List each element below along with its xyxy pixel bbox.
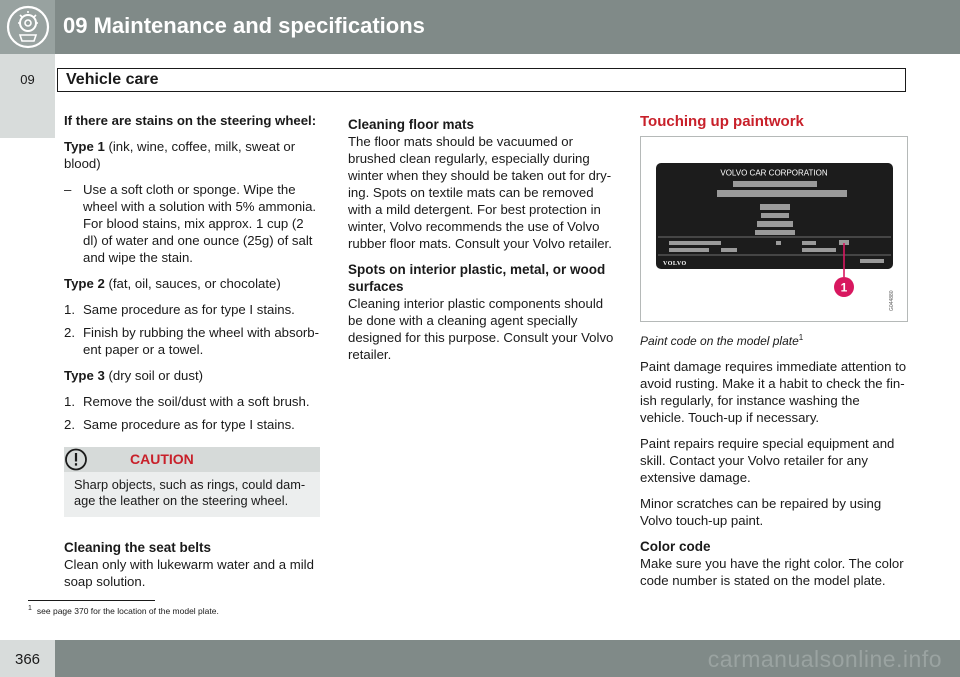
type1-list bbox=[64, 181, 320, 266]
list-item bbox=[64, 324, 320, 358]
plastic-text: Cleaning interior plastic components should be done with a cleaning agent specially designed for this purpose. Consult your Volvo retailer. bbox=[348, 296, 614, 362]
callout-number: 1 bbox=[840, 280, 848, 295]
type3-label: Type 3 bbox=[64, 368, 105, 383]
type3-list bbox=[64, 393, 320, 433]
footnote-divider bbox=[28, 600, 155, 601]
type2-line bbox=[64, 275, 320, 292]
paint-repair-text: Paint repairs require special equipment and skill. Contact your Volvo retailer for any extensive damage. bbox=[640, 436, 895, 485]
step-text: Finish by rubbing the wheel with absorb-ent paper or a towel. bbox=[83, 325, 320, 357]
step-text: Same procedure as for type I stains. bbox=[83, 302, 295, 317]
list-item bbox=[64, 416, 320, 433]
caption-footnote-ref: 1 bbox=[798, 333, 804, 342]
type1-label: Type 1 bbox=[64, 139, 105, 154]
paintwork-heading: Touching up paintwork bbox=[640, 113, 804, 130]
footnote bbox=[28, 605, 219, 616]
color-code-heading: Color code bbox=[640, 539, 711, 554]
column-floor-mats bbox=[348, 112, 614, 372]
type2-desc: (fat, oil, sauces, or chocolate) bbox=[104, 276, 281, 291]
watermark: carmanualsonline.info bbox=[707, 646, 942, 672]
color-code-text: Make sure you have the right color. The color code number is stated on the model plate. bbox=[640, 556, 904, 588]
type3-line bbox=[64, 367, 320, 384]
scratches-text: Minor scratches can be repaired by using Volvo touch-up paint. bbox=[640, 496, 882, 528]
chapter-icon-box bbox=[0, 0, 55, 54]
seatbelt-text: Clean only with lukewarm water and a mild soap solution. bbox=[64, 557, 314, 589]
maintenance-gear-icon bbox=[6, 5, 50, 49]
type1-instruction: Use a soft cloth or sponge. Wipe the wheel with a solution with 5% ammonia. For blood stains, mix approx. 1 cup (2 dl) of water and one ounce (25g) of salt and wipe the stain. bbox=[83, 182, 317, 265]
plate-title: VOLVO CAR CORPORATION bbox=[720, 168, 828, 178]
figure-caption bbox=[640, 329, 908, 350]
type2-label: Type 2 bbox=[64, 276, 105, 291]
section-title-box bbox=[57, 68, 906, 92]
plate-brand: VOLVO bbox=[663, 261, 687, 267]
footnote-marker: 1 bbox=[28, 605, 32, 612]
step-number: 1. bbox=[64, 394, 75, 409]
type2-list bbox=[64, 301, 320, 358]
seatbelt-heading: Cleaning the seat belts bbox=[64, 540, 212, 555]
paint-damage-text: Paint damage requires immediate attention to avoid rusting. Make it a habit to check the fin-ish regularly, for instance washing the vehicle. Touch-up if necessary. bbox=[640, 359, 907, 425]
caution-label: CAUTION bbox=[130, 451, 194, 467]
column-paintwork bbox=[640, 112, 908, 598]
caution-box bbox=[64, 447, 320, 517]
chapter-number: 09 bbox=[20, 72, 35, 87]
plastic-heading: Spots on interior plastic, metal, or wood surfaces bbox=[348, 262, 606, 294]
model-plate-illustration bbox=[641, 137, 907, 321]
column-steering-wheel bbox=[64, 112, 320, 599]
floormats-text: The floor mats should be vacuumed or brushed clean regularly, especially during winter when they should be taken out for dry-ing. Spots on textile mats can be removed with a mild detergent. For best protection in winter, Volvo recommends the use of Volvo rubber floor mats. Consult your Volvo retailer. bbox=[348, 134, 612, 251]
list-item bbox=[64, 393, 320, 410]
warning-icon bbox=[64, 447, 88, 472]
figure-code: G044880 bbox=[889, 290, 895, 311]
stain-intro: If there are stains on the steering wheel: bbox=[64, 113, 317, 128]
type3-desc: (dry soil or dust) bbox=[104, 368, 204, 383]
caption-text: Paint code on the model plate bbox=[640, 334, 799, 348]
model-plate-figure bbox=[640, 136, 908, 322]
floormats-heading: Cleaning floor mats bbox=[348, 117, 475, 132]
step-text: Remove the soil/dust with a soft brush. bbox=[83, 394, 310, 409]
step-text: Same procedure as for type I stains. bbox=[83, 417, 295, 432]
type1-desc: (ink, wine, coffee, milk, sweat or blood) bbox=[64, 139, 296, 171]
list-item bbox=[64, 181, 320, 266]
chapter-title: 09 Maintenance and specifications bbox=[63, 13, 425, 38]
step-number: 1. bbox=[64, 302, 75, 317]
dash-marker: – bbox=[64, 182, 72, 197]
chapter-tab bbox=[0, 54, 55, 138]
type1-line bbox=[64, 138, 320, 172]
step-number: 2. bbox=[64, 417, 75, 432]
section-title: Vehicle care bbox=[66, 71, 159, 88]
step-number: 2. bbox=[64, 325, 75, 340]
list-item bbox=[64, 301, 320, 318]
page-number: 366 bbox=[14, 651, 41, 668]
footnote-text: see page 370 for the location of the model plate. bbox=[36, 605, 219, 616]
caution-header bbox=[64, 447, 320, 472]
caution-text: Sharp objects, such as rings, could dam-age the leather on the steering wheel. bbox=[74, 477, 306, 508]
